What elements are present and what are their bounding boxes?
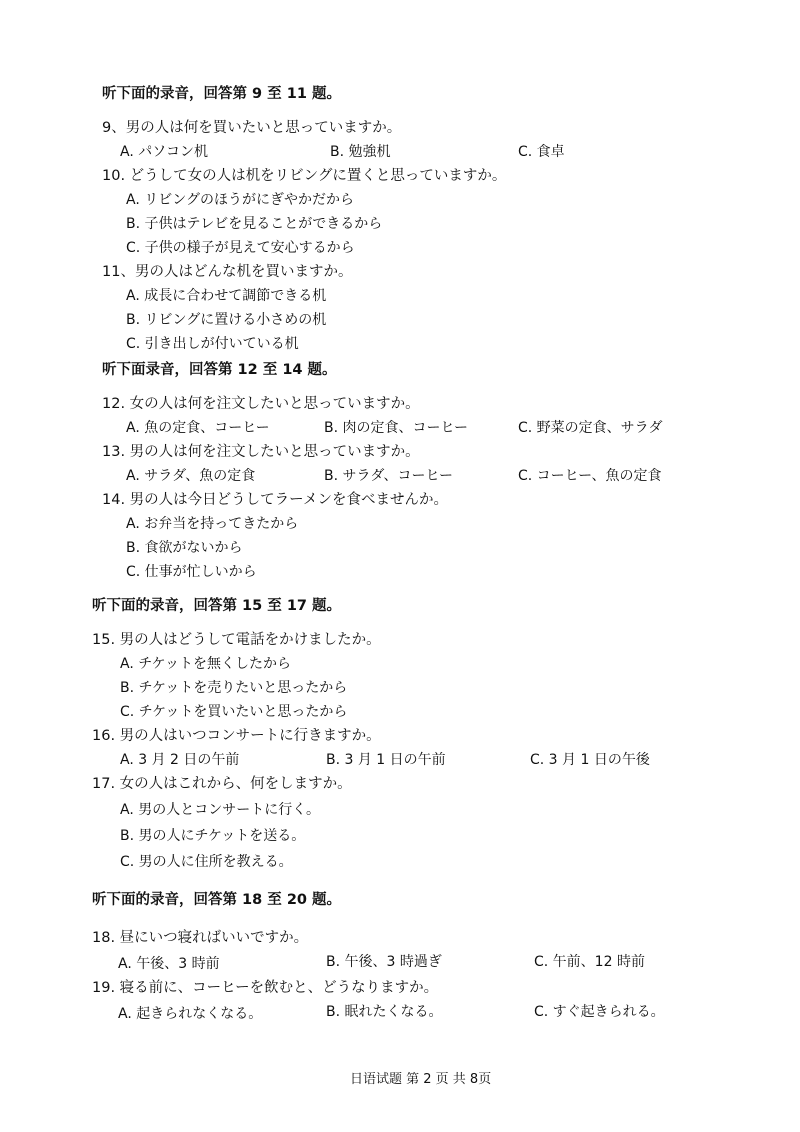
page-footer: 日语试题 第 2 页 共 8页 <box>350 1072 492 1087</box>
option-19b: B. 眠れたくなる。 <box>326 1004 443 1020</box>
option-16a: A. 3 月 2 日の午前 <box>120 752 240 768</box>
option-9b: B. 勉強机 <box>330 144 391 160</box>
question-14: 14. 男の人は今日どうしてラーメンを食べませんか。 <box>102 492 448 508</box>
option-18a: A. 午後、3 時前 <box>118 956 220 972</box>
option-13b: B. サラダ、コーヒー <box>324 468 453 484</box>
option-15c: C. チケットを買いたいと思ったから <box>120 704 348 720</box>
option-13a: A. サラダ、魚の定食 <box>126 468 256 484</box>
option-17c: C. 男の人に住所を教える。 <box>120 854 293 870</box>
option-14c: C. 仕事が忙しいから <box>126 564 257 580</box>
option-18b: B. 午後、3 時過ぎ <box>326 954 442 970</box>
question-16: 16. 男の人はいつコンサートに行きますか。 <box>92 728 381 744</box>
option-19a: A. 起きられなくなる。 <box>118 1006 263 1022</box>
section-header: 听下面录音，回答第 12 至 14 题。 <box>102 362 337 378</box>
option-9c: C. 食卓 <box>518 144 565 160</box>
option-12b: B. 肉の定食、コーヒー <box>324 420 468 436</box>
question-9: 9、男の人は何を買いたいと思っていますか。 <box>102 120 402 136</box>
option-14b: B. 食欲がないから <box>126 540 243 556</box>
question-10: 10. どうして女の人は机をリビングに置くと思っていますか。 <box>102 168 507 184</box>
question-18: 18. 昼にいつ寝ればいいですか。 <box>92 930 309 946</box>
question-11: 11、男の人はどんな机を買いますか。 <box>102 264 353 280</box>
option-14a: A. お弁当を持ってきたから <box>126 516 299 532</box>
option-17a: A. 男の人とコンサートに行く。 <box>120 802 320 818</box>
option-17b: B. 男の人にチケットを送る。 <box>120 828 306 844</box>
option-18c: C. 午前、12 時前 <box>534 954 645 970</box>
option-15b: B. チケットを売りたいと思ったから <box>120 680 348 696</box>
option-10a: A. リビングのほうがにぎやかだから <box>126 192 354 208</box>
question-19: 19. 寝る前に、コーヒーを飲むと、どうなりますか。 <box>92 980 439 996</box>
section-header: 听下面的录音，回答第 9 至 11 题。 <box>102 86 341 102</box>
option-9a: A. パソコン机 <box>120 144 208 160</box>
option-16b: B. 3 月 1 日の午前 <box>326 752 446 768</box>
option-12c: C. 野菜の定食、サラダ <box>518 420 663 436</box>
option-11b: B. リビングに置ける小さめの机 <box>126 312 327 328</box>
question-17: 17. 女の人はこれから、何をしますか。 <box>92 776 352 792</box>
option-12a: A. 魚の定食、コーヒー <box>126 420 270 436</box>
option-15a: A. チケットを無くしたから <box>120 656 291 672</box>
option-13c: C. コーヒー、魚の定食 <box>518 468 662 484</box>
option-11a: A. 成長に合わせて調節できる机 <box>126 288 327 304</box>
question-15: 15. 男の人はどうして電話をかけましたか。 <box>92 632 381 648</box>
question-13: 13. 男の人は何を注文したいと思っていますか。 <box>102 444 420 460</box>
section-header: 听下面的录音，回答第 18 至 20 题。 <box>92 892 342 908</box>
question-12: 12. 女の人は何を注文したいと思っていますか。 <box>102 396 420 412</box>
option-19c: C. すぐ起きられる。 <box>534 1004 665 1020</box>
option-16c: C. 3 月 1 日の午後 <box>530 752 650 768</box>
option-11c: C. 引き出しが付いている机 <box>126 336 299 352</box>
option-10c: C. 子供の様子が見えて安心するから <box>126 240 355 256</box>
section-header: 听下面的录音，回答第 15 至 17 题。 <box>92 598 342 614</box>
option-10b: B. 子供はテレビを見ることができるから <box>126 216 383 232</box>
